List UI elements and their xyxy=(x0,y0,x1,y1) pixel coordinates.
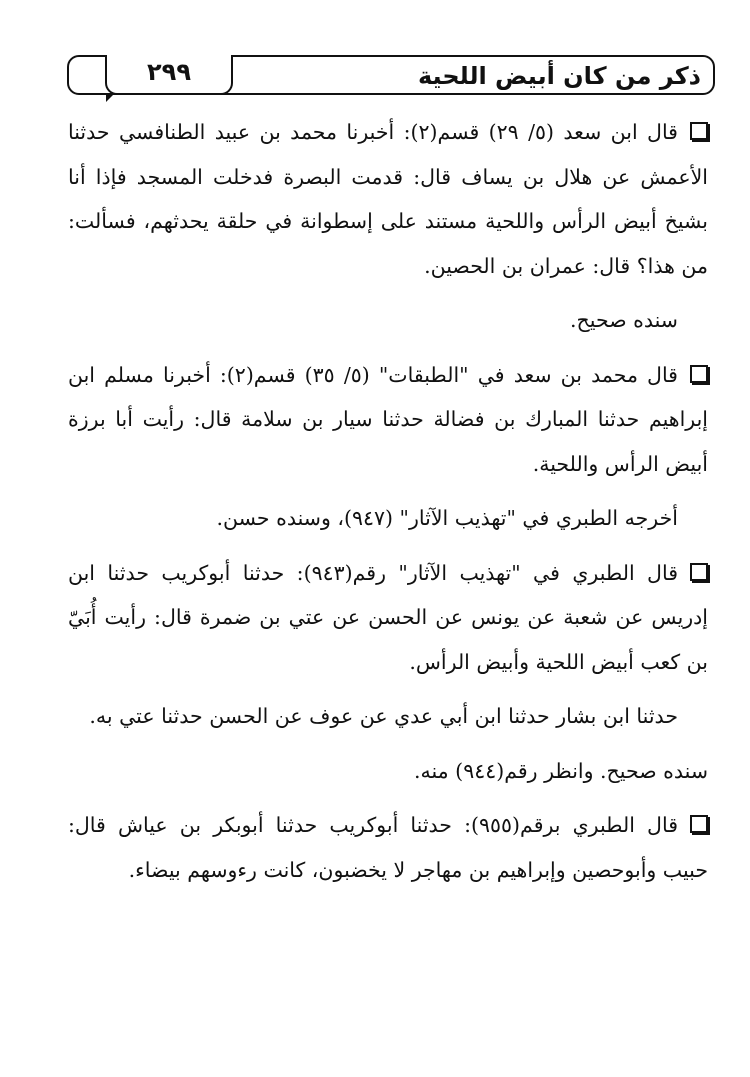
hadith-entry-4 xyxy=(68,803,708,892)
grading-note xyxy=(68,298,708,343)
page-number: ٢٩٩ xyxy=(147,58,191,86)
paragraph-text: أخرجه الطبري في "تهذيب الآثار" (٩٤٧)، وسنده حسن. xyxy=(216,506,678,530)
hadith-entry-3 xyxy=(68,551,708,685)
tab-pointer-decoration xyxy=(106,93,115,102)
paragraph-text: حدثنا ابن بشار حدثنا ابن أبي عدي عن عوف عن الحسن حدثنا عتي به. xyxy=(89,704,678,728)
paragraph-text: قال محمد بن سعد في "الطبقات" (٥/ ٣٥) قسم(٢): أخبرنا مسلم ابن إبراهيم حدثنا المبارك بن فضالة حدثنا سيار بن سلامة قال: رأيت أبا برزة أبيض الرأس واللحية. xyxy=(68,362,708,476)
takhrij-note xyxy=(68,496,708,541)
hadith-entry-2 xyxy=(68,353,708,487)
hadith-entry-1 xyxy=(68,110,708,288)
square-bullet-icon xyxy=(690,365,708,383)
paragraph-text: قال ابن سعد (٥/ ٢٩) قسم(٢): أخبرنا محمد بن عبيد الطنافسي حدثنا الأعمش عن هلال بن يساف قال: قدمت البصرة فدخلت المسجد فإذا أنا بشيخ أبيض الرأس واللحية مستند على إسطوانة في حلقة يحدثهم، فسألت: من هذا؟ قال: عمران بن الحصين. xyxy=(68,120,708,278)
supporting-chain xyxy=(68,694,708,739)
page-body xyxy=(68,110,708,902)
page-number-tab xyxy=(105,55,233,95)
paragraph-text: سنده صحيح. xyxy=(570,308,678,332)
chapter-title: ذكر من كان أبيض اللحية xyxy=(418,62,701,90)
square-bullet-icon xyxy=(690,815,708,833)
running-header xyxy=(67,55,715,95)
paragraph-text: قال الطبري في "تهذيب الآثار" رقم(٩٤٣): حدثنا أبوكريب حدثنا ابن إدريس عن شعبة عن يونس عن الحسن عن عتي بن ضمرة قال: رأيت أُبَيّ بن كعب أبيض اللحية وأبيض الرأس. xyxy=(68,560,708,674)
grading-note xyxy=(68,749,708,794)
paragraph-text: قال الطبري برقم(٩٥٥): حدثنا أبوكريب حدثنا أبوبكر بن عياش قال: حبيب وأبوحصين وإبراهيم بن مهاجر لا يخضبون، كانت رءوسهم بيضاء. xyxy=(68,813,708,882)
square-bullet-icon xyxy=(690,563,708,581)
paragraph-text: سنده صحيح. وانظر رقم(٩٤٤) منه. xyxy=(413,758,708,783)
square-bullet-icon xyxy=(690,122,708,140)
